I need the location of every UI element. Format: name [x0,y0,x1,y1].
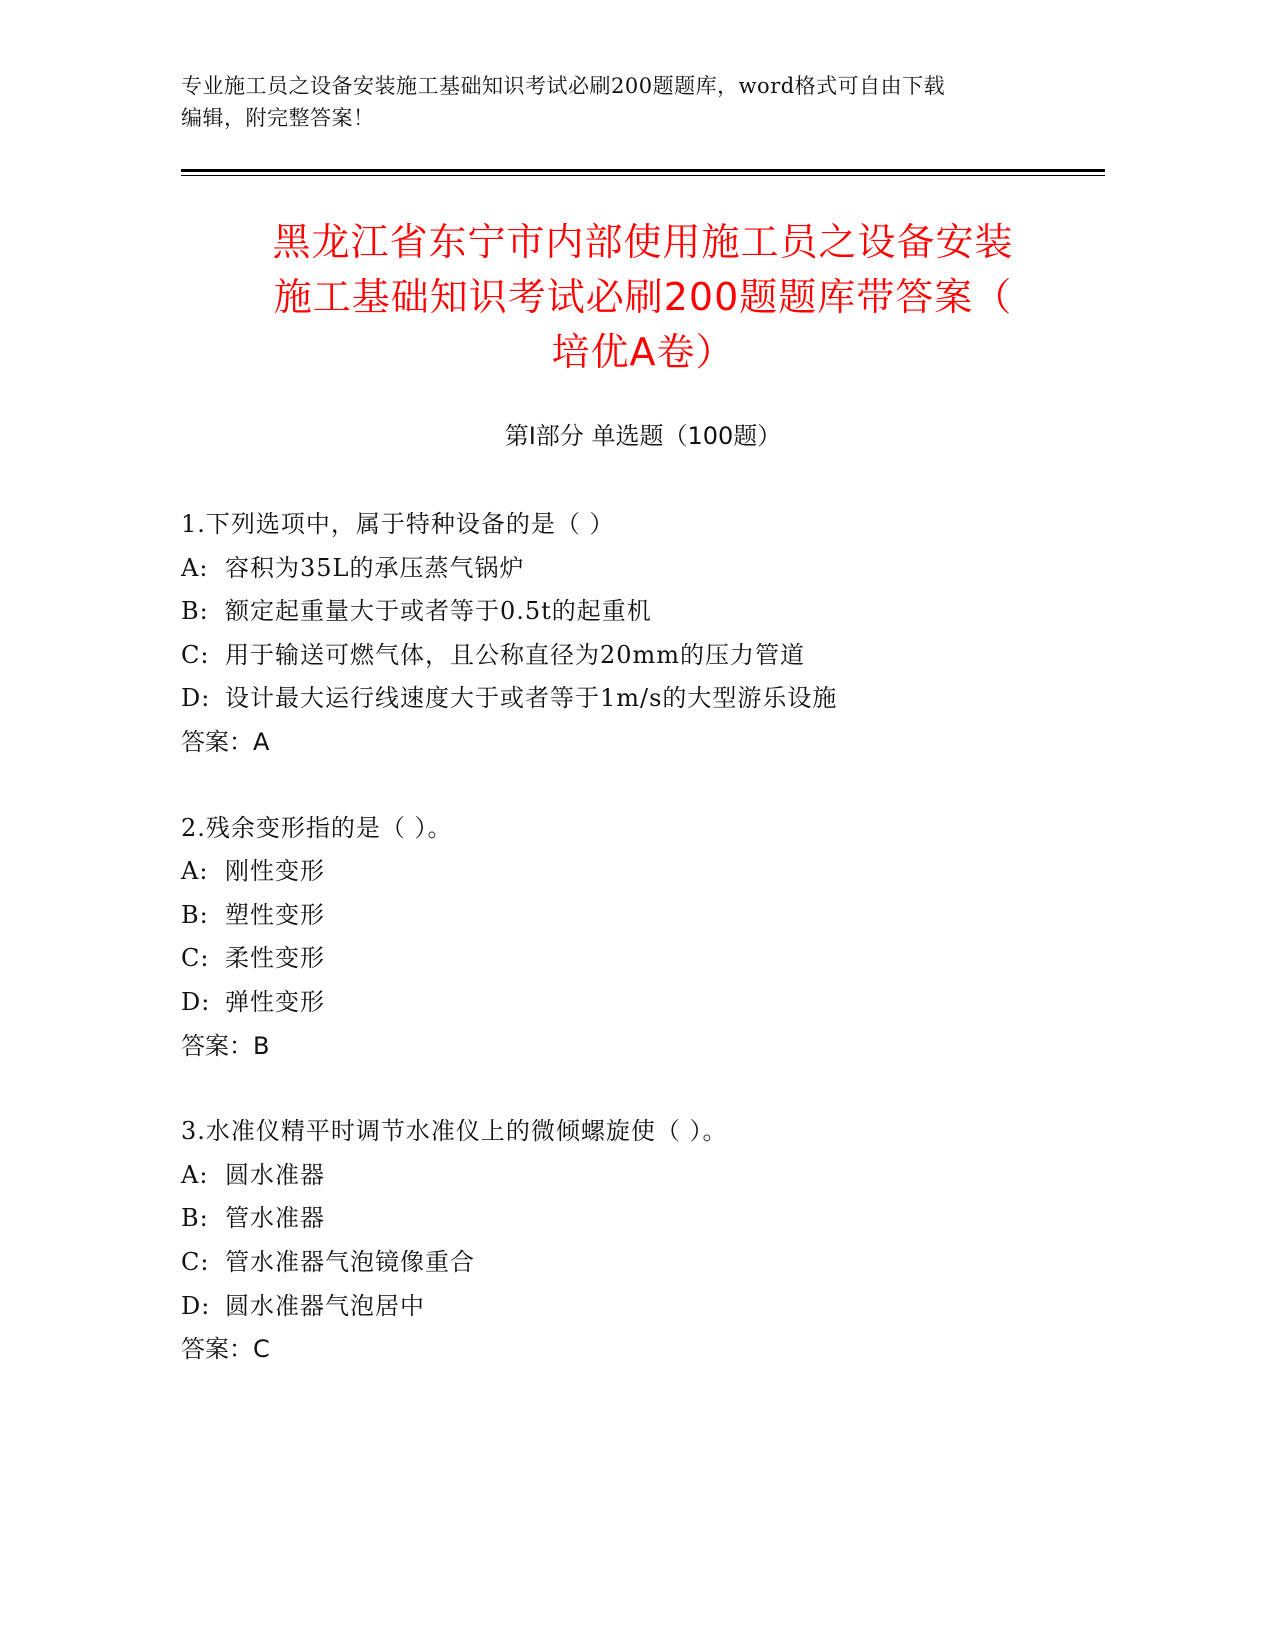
option-letter: A: [181,1160,209,1189]
answer-key: 答案：B [181,1031,270,1060]
option-letter: C: [181,640,210,669]
question-stem: 1.下列选项中，属于特种设备的是（ ） [181,510,615,538]
option-text: 弹性变形 [225,987,325,1016]
question-item [181,503,1105,765]
option-letter: D: [181,1291,211,1320]
option-letter: A: [181,553,209,582]
answer-option-b [181,1197,1105,1241]
option-text: 圆水准器气泡居中 [225,1291,425,1320]
answer-option-c [181,1241,1105,1285]
answer-option-d [181,981,1105,1025]
option-text: 管水准器 [225,1204,325,1233]
option-letter: A: [181,857,209,886]
option-letter: D: [181,987,211,1016]
option-letter: B: [181,1204,209,1233]
answer-option-d [181,1285,1105,1329]
document-title-line-1: 黑龙江省东宁市内部使用施工员之设备安装 [272,220,1014,264]
question-stem: 3.水准仪精平时调节水准仪上的微倾螺旋使（ ）。 [181,1117,728,1146]
option-text: 用于输送可燃气体，且公称直径为20mm的压力管道 [225,640,806,669]
option-text: 柔性变形 [225,944,325,973]
answer-key: 答案：A [181,727,270,756]
answer-option-d [181,677,1105,721]
section-heading: 第Ⅰ部分 单选题（100题） [504,422,782,450]
question-item [181,807,1105,1069]
option-letter: B: [181,900,209,929]
option-letter: C: [181,944,210,973]
answer-option-a [181,1154,1105,1198]
header-divider-thin [181,175,1105,176]
option-letter: D: [181,684,211,713]
header-divider-thick [181,169,1105,172]
document-title-line-2: 施工基础知识考试必刷200题题库带答案（ [273,275,1013,319]
answer-option-a [181,850,1105,894]
question-stem: 2.残余变形指的是（ ）。 [181,813,453,842]
option-text: 额定起重量大于或者等于0.5t的起重机 [225,597,652,626]
header-note [181,70,1041,134]
option-text: 设计最大运行线速度大于或者等于1m/s的大型游乐设施 [225,684,838,713]
option-letter: B: [181,597,209,626]
question-list [181,503,1105,1414]
header-note-line-2: 编辑，附完整答案！ [181,106,375,130]
document-title [181,215,1105,380]
option-text: 刚性变形 [225,857,325,886]
option-text: 容积为35L的承压蒸气锅炉 [225,553,525,582]
option-text: 圆水准器 [225,1160,325,1189]
option-text: 管水准器气泡镜像重合 [225,1247,475,1276]
question-item [181,1110,1105,1372]
answer-option-a [181,547,1105,591]
answer-option-c [181,937,1105,981]
answer-option-b [181,894,1105,938]
answer-option-c [181,634,1105,678]
answer-key: 答案：C [181,1335,270,1364]
document-title-line-3: 培优A卷） [551,330,735,374]
option-text: 塑性变形 [225,900,325,929]
option-letter: C: [181,1247,210,1276]
answer-option-b [181,590,1105,634]
header-note-line-1: 专业施工员之设备安装施工基础知识考试必刷200题题库，word格式可自由下载 [181,74,946,98]
